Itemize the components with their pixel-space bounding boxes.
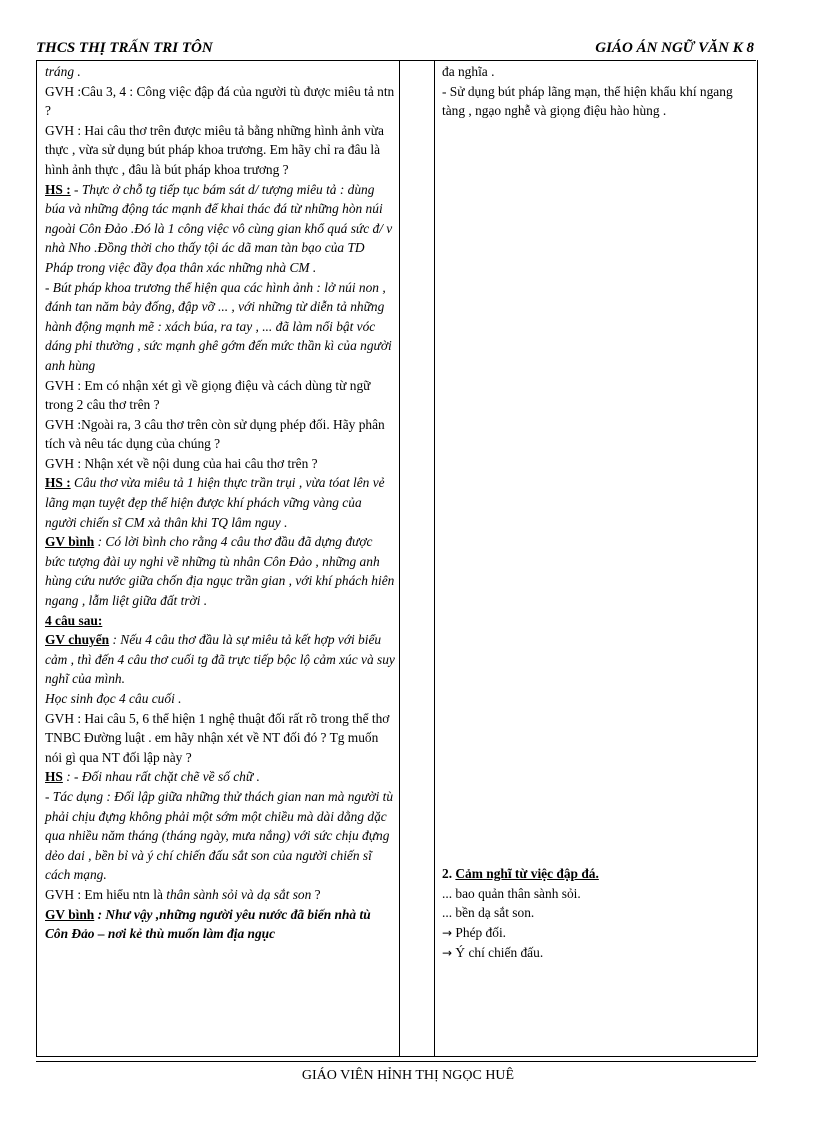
text-line: đa nghĩa . (442, 64, 495, 79)
section-heading (442, 864, 742, 884)
question-end: ? (311, 886, 321, 902)
activity-column (45, 62, 395, 944)
section-title: Cảm nghĩ từ việc đập đá. (455, 866, 599, 881)
column-divider-1 (399, 60, 400, 1056)
text-line: ... bền dạ sắt son. (442, 905, 535, 921)
footer-divider (36, 1061, 756, 1062)
teacher-question: GVH : Em có nhận xét gì về giọng điệu và cách dùng từ ngữ trong 2 câu thơ trên ? (45, 377, 371, 413)
content-column (442, 62, 742, 121)
teacher-question: GVH : Hai câu thơ trên được miêu tả bằng những hình ảnh vừa thực , vừa sử dụng bút pháp khoa trương. Em hãy chỉ ra đâu là hình ảnh thực , đâu là bút pháp khoa trương ? (45, 122, 385, 177)
teacher-comment (45, 532, 395, 610)
point-text: Ý chí chiến đấu. (455, 945, 544, 961)
comment-text: : Như vậy ,những người yêu nước đã biến nhà tù Côn Đảo – nơi kẻ thù muốn làm địa ngục (45, 906, 371, 942)
student-answer-cont: - Bút pháp khoa trương thể hiện qua các hình ảnh : lở núi non , đánh tan năm bảy đống, đập vỡ ... , với những từ diễn tả những hành động mạnh mẽ : xách búa, ra tay , ... đã làm nổi bật vóc dáng phi thường , sức mạnh ghê gớm đến mức thần kì của người anh hùng (45, 279, 392, 373)
teacher-question: GVH :Ngoài ra, 3 câu thơ trên còn sử dụng phép đối. Hãy phân tích và nêu tác dụng của chúng ? (45, 416, 385, 452)
hs-label: HS : (45, 475, 71, 491)
question-italic: thân sành sỏi và dạ sắt son (166, 886, 312, 902)
gv-binh-label: GV bình (45, 534, 95, 550)
teacher-question (45, 885, 395, 905)
section-number: 2. (442, 866, 456, 881)
student-answer (45, 767, 395, 787)
arrow-right-icon: → (442, 925, 453, 940)
comment-text: : Có lời bình cho rằng 4 câu thơ đầu đã dựng được bức tượng đài uy nghi về những tù nhân Côn Đảo , những anh hùng cứu nước giữa chốn địa ngục trần gian , với khí phách hiên ngang , lẫm liệt giữa đất trời . (45, 534, 395, 609)
hs-label: HS (45, 769, 63, 785)
teacher-transition (45, 630, 395, 689)
student-answer-cont: - Tác dụng : Đối lập giữa những thử thách gian nan mà người tù phải chịu đựng không phải một sớm một chiều mà dài dằng dặc qua nhiều năm tháng (tháng ngày, mưa nắng) với sức chịu đựng dẻo dai , bền bỉ và ý chí chiến đấu sắt son của người chiến sĩ cách mạng. (45, 788, 394, 883)
section-2 (442, 864, 742, 964)
gv-chuyen-label: GV chuyển (45, 632, 110, 648)
text-line (442, 923, 742, 944)
instruction-line: Học sinh đọc 4 câu cuối . (45, 691, 182, 706)
page-header (36, 38, 756, 61)
answer-text: Câu thơ vừa miêu tả 1 hiện thực trần trụi , vừa tóat lên vẻ lãng mạn tuyệt đẹp thể hiện được khí phách vững vàng của người chiến sĩ CM xả thân khi TQ lâm nguy . (45, 475, 385, 530)
question-text: GVH : Em hiểu ntn là (45, 886, 167, 902)
student-answer (45, 180, 395, 278)
teacher-question: GVH : Nhận xét về nội dung của hai câu thơ trên ? (45, 455, 318, 471)
gv-binh-label: GV bình (45, 906, 95, 922)
arrow-right-icon: → (442, 946, 453, 961)
point-text: Phép đối. (455, 924, 507, 940)
hs-label: HS : (45, 181, 71, 197)
text-line: - Sử dụng bút pháp lãng mạn, thể hiện khẩu khí ngang tàng , ngạo nghễ và giọng điệu hào hùng . (442, 83, 733, 119)
student-answer (45, 473, 395, 532)
teacher-question: GVH : Hai câu 5, 6 thể hiện 1 nghệ thuật đối rất rõ trong thể thơ TNBC Đường luật . em hãy nhận xét về NT đối đó ? Tg muốn nói gì qua NT đối lập này ? (45, 710, 390, 765)
column-divider-2 (434, 60, 435, 1056)
text-line (442, 943, 742, 964)
school-name: THCS THỊ TRẤN TRI TÔN (36, 40, 213, 56)
transition-text: : Nếu 4 câu thơ đầu là sự miêu tả kết hợp với biểu cảm , thì đến 4 câu thơ cuối tg đã trực tiếp bộc lộ cảm xúc và suy nghĩ của mình. (45, 632, 395, 687)
section-heading: 4 câu sau: (45, 612, 103, 628)
answer-text: - Thực ở chỗ tg tiếp tục bám sát d/ tượng miêu tả : dùng búa và những động tác mạnh để khai thác đá từ những hòn núi ngoài Côn Đảo .Đó là 1 công việc vô cùng gian khổ quá sức đ/ v nhà Nho .Đồng thời cho thấy tội ác dã man tàn bạo của TD Pháp trong việc đầy đọa thân xác những nhà CM . (45, 181, 393, 275)
footer-teacher: GIÁO VIÊN HỈNH THỊ NGỌC HUÊ (301, 1068, 515, 1083)
text-line: tráng . (45, 64, 81, 79)
lesson-table (36, 60, 758, 1057)
subject-title: GIÁO ÁN NGỮ VĂN K 8 (595, 40, 754, 56)
teacher-question: GVH :Câu 3, 4 : Công việc đập đá của người tù được miêu tả ntn ? (45, 83, 395, 119)
answer-text: : - Đối nhau rất chặt chẽ về số chữ . (62, 769, 260, 785)
teacher-comment (45, 905, 395, 944)
text-line: ... bao quản thân sành sỏi. (442, 885, 581, 901)
